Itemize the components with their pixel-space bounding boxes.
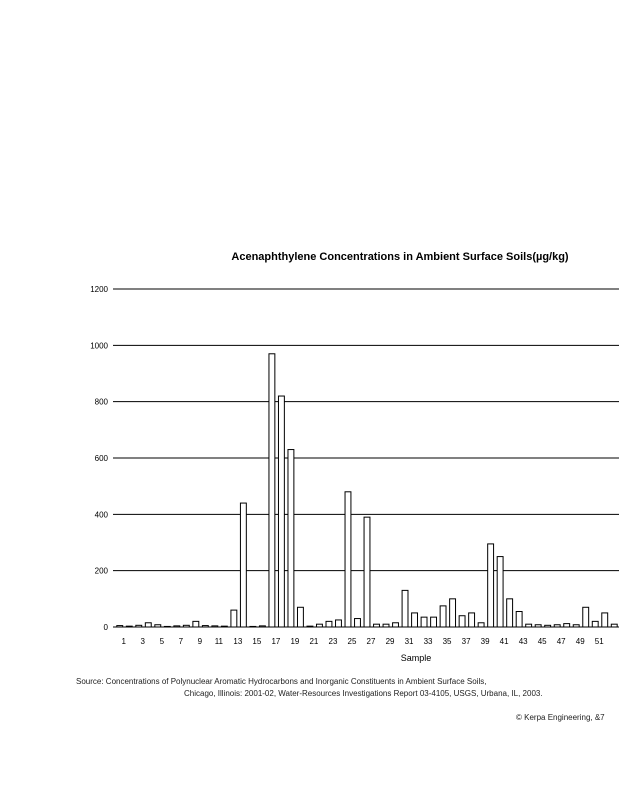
x-tick-label: 3 (140, 637, 146, 646)
bar (193, 621, 199, 627)
bar (583, 607, 589, 627)
chart-title: Acenaphthylene Concentrations in Ambient Surface Soils(µg/kg) (231, 251, 569, 263)
x-tick-label: 31 (404, 637, 414, 646)
bar (592, 621, 598, 627)
bar (440, 606, 446, 627)
bar (393, 623, 399, 627)
x-tick-label: 43 (518, 637, 528, 646)
bar (336, 620, 342, 627)
bar (402, 590, 408, 627)
x-axis-label: Sample (400, 653, 432, 663)
y-tick-label: 0 (103, 623, 108, 632)
x-tick-label: 45 (537, 637, 547, 646)
x-tick-label: 21 (309, 637, 319, 646)
bar (516, 612, 522, 627)
source-line-1: Source: Concentrations of Polynuclear Aromatic Hydrocarbons and Inorganic Constituents in Ambient Surface Soils, (76, 677, 487, 686)
bar (478, 623, 484, 627)
bar (297, 607, 303, 627)
bar (288, 450, 294, 627)
bar (431, 617, 437, 627)
source-line-2: Chicago, Illinois: 2001-02, Water-Resources Investigations Report 03-4105, USGS, Urbana, IL, 2003. (184, 689, 543, 698)
y-tick-label: 200 (94, 566, 108, 576)
x-tick-label: 5 (159, 637, 165, 646)
bar (469, 613, 475, 627)
x-tick-label: 33 (423, 637, 433, 646)
x-tick-label: 27 (366, 637, 376, 646)
x-tick-label: 11 (214, 637, 224, 646)
bar (278, 396, 284, 627)
bar (326, 621, 332, 627)
x-tick-label: 51 (594, 637, 604, 646)
x-tick-label: 23 (328, 637, 338, 646)
x-tick-label: 13 (233, 637, 243, 646)
y-tick-label: 400 (94, 510, 108, 520)
x-tick-label: 37 (461, 637, 471, 646)
bar (269, 354, 275, 627)
bars (117, 354, 617, 627)
bar (240, 503, 246, 627)
x-tick-label: 9 (197, 637, 203, 646)
bar (345, 492, 351, 627)
x-tick-label: 47 (556, 637, 566, 646)
bar (497, 557, 503, 627)
y-tick-label: 1000 (90, 341, 108, 351)
x-tick-label: 1 (121, 637, 126, 646)
x-tick-label: 35 (442, 637, 452, 646)
x-tick-label: 29 (385, 637, 395, 646)
x-tick-label: 25 (347, 637, 357, 646)
y-tick-label: 1200 (90, 285, 108, 294)
y-axis (90, 285, 108, 632)
bar (231, 610, 237, 627)
bar (450, 599, 456, 627)
x-tick-label: 17 (271, 637, 281, 646)
x-tick-label: 41 (499, 637, 509, 646)
bar (488, 544, 494, 627)
bar (364, 517, 370, 627)
bar (355, 619, 361, 627)
x-tick-label: 19 (290, 637, 300, 646)
x-tick-label: 7 (178, 637, 184, 646)
x-axis (113, 627, 619, 646)
y-tick-label: 800 (94, 397, 108, 407)
bar (145, 623, 151, 627)
bar (421, 617, 427, 627)
copyright: © Kerpa Engineering, &7 (516, 713, 605, 722)
bar (564, 624, 570, 627)
x-tick-label: 49 (575, 637, 585, 646)
bar (459, 616, 465, 627)
bar (602, 613, 608, 627)
x-tick-label: 39 (480, 637, 490, 646)
bar (412, 613, 418, 627)
bar (507, 599, 513, 627)
y-tick-label: 600 (94, 454, 108, 463)
x-tick-label: 15 (252, 637, 262, 646)
